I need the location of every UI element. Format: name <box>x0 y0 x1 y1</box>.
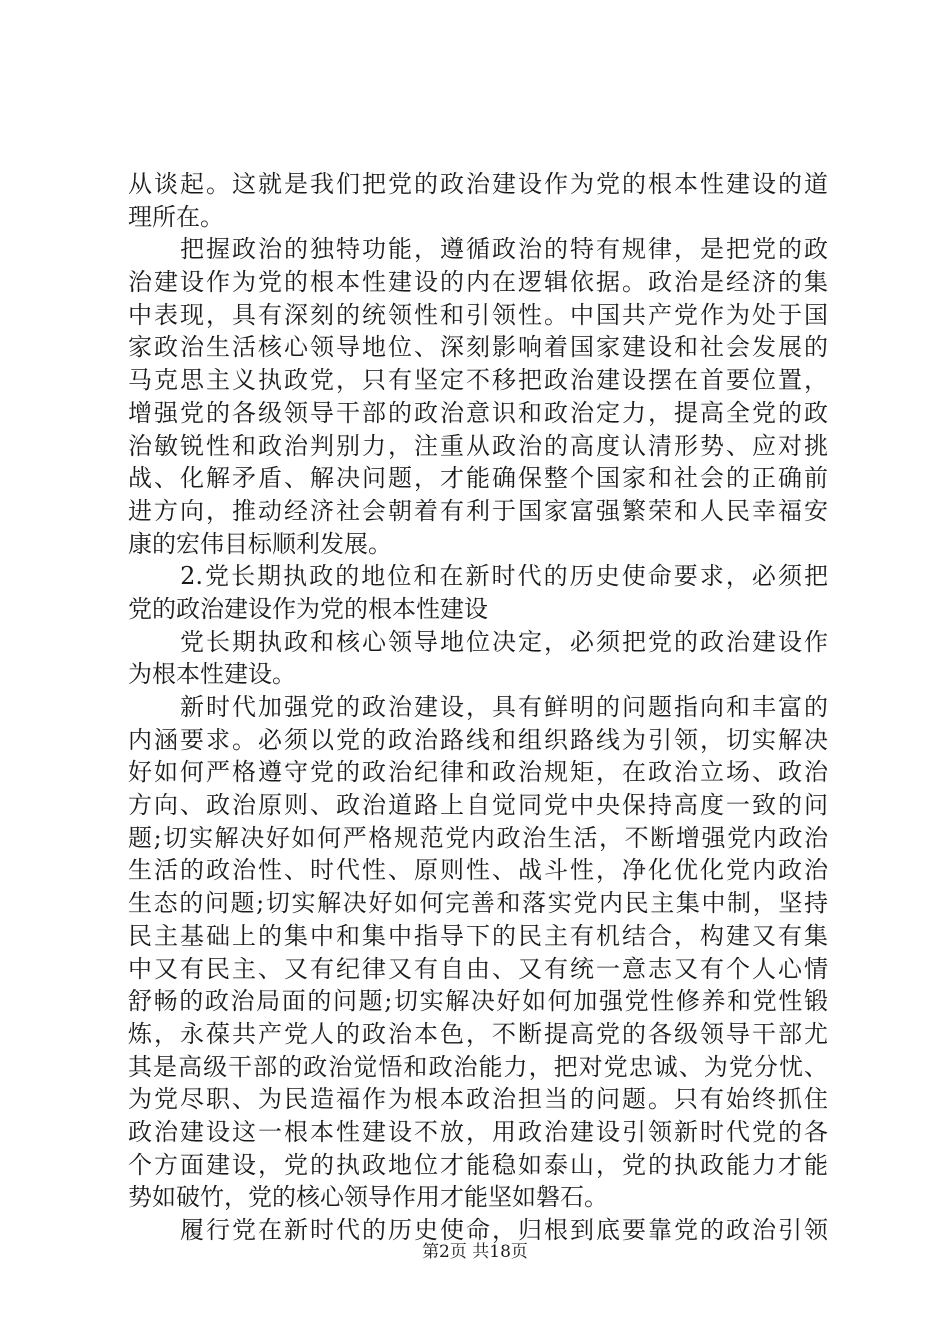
text-line: 内涵要求。必须以党的政治路线和组织路线为引领，切实解决 <box>128 725 828 754</box>
text-line: 炼，永葆共产党人的政治本色，不断提高党的各级领导干部尤 <box>128 1019 828 1048</box>
document-body <box>128 168 828 1247</box>
text-line: 其是高级干部的政治觉悟和政治能力，把对党忠诚、为党分忧、 <box>128 1052 828 1081</box>
text-line: 2.党长期执政的地位和在新时代的历史使命要求，必须把 <box>128 562 828 591</box>
text-line: 家政治生活核心领导地位、深刻影响着国家建设和社会发展的 <box>128 333 828 362</box>
text-line: 为根本性建设。 <box>128 660 296 689</box>
text-line: 中又有民主、又有纪律又有自由、又有统一意志又有个人心情 <box>128 954 828 983</box>
text-line: 从谈起。这就是我们把党的政治建设作为党的根本性建设的道 <box>128 170 828 198</box>
text-line: 增强党的各级领导干部的政治意识和政治定力，提高全党的政 <box>128 398 828 427</box>
text-line: 党的政治建设作为党的根本性建设 <box>128 594 488 623</box>
text-line: 生态的问题;切实解决好如何完善和落实党内民主集中制，坚持 <box>128 889 828 918</box>
text-line: 政治建设这一根本性建设不放，用政治建设引领新时代党的各 <box>128 1117 828 1146</box>
text-line: 势如破竹，党的核心领导作用才能坚如磐石。 <box>128 1183 608 1212</box>
text-line: 舒畅的政治局面的问题;切实解决好如何加强党性修养和党性锻 <box>128 987 828 1016</box>
text-line: 新时代加强党的政治建设，具有鲜明的问题指向和丰富的 <box>128 693 828 721</box>
text-line: 履行党在新时代的历史使命，归根到底要靠党的政治引领 <box>128 1216 828 1244</box>
text-line: 进方向，推动经济社会朝着有利于国家富强繁荣和人民幸福安 <box>128 496 828 525</box>
text-line: 题;切实解决好如何严格规范党内政治生活，不断增强党内政治 <box>128 823 828 852</box>
text-line: 战、化解矛盾、解决问题，才能确保整个国家和社会的正确前 <box>128 464 828 493</box>
text-line: 中表现，具有深刻的统领性和引领性。中国共产党作为处于国 <box>128 300 828 329</box>
text-line: 生活的政治性、时代性、原则性、战斗性，净化优化党内政治 <box>128 856 828 885</box>
text-line: 治建设作为党的根本性建设的内在逻辑依据。政治是经济的集 <box>128 268 828 297</box>
text-line: 为党尽职、为民造福作为根本政治担当的问题。只有始终抓住 <box>128 1085 828 1114</box>
page-footer: 第2页 共18页 <box>422 1242 528 1262</box>
text-line: 方向、政治原则、政治道路上自觉同党中央保持高度一致的问 <box>128 791 828 820</box>
text-line: 马克思主义执政党，只有坚定不移把政治建设摆在首要位置， <box>128 366 828 395</box>
text-line: 党长期执政和核心领导地位决定，必须把党的政治建设作 <box>128 627 828 656</box>
text-line: 把握政治的独特功能，遵循政治的特有规律，是把党的政 <box>128 235 828 264</box>
text-line: 康的宏伟目标顺利发展。 <box>128 529 392 558</box>
text-line: 好如何严格遵守党的政治纪律和政治规矩，在政治立场、政治 <box>128 758 828 787</box>
text-line: 理所在。 <box>128 202 224 231</box>
text-line: 个方面建设，党的执政地位才能稳如泰山，党的执政能力才能 <box>128 1150 828 1179</box>
text-line: 治敏锐性和政治判别力，注重从政治的高度认清形势、应对挑 <box>128 431 828 460</box>
text-line: 民主基础上的集中和集中指导下的民主有机结合，构建又有集 <box>128 921 828 950</box>
